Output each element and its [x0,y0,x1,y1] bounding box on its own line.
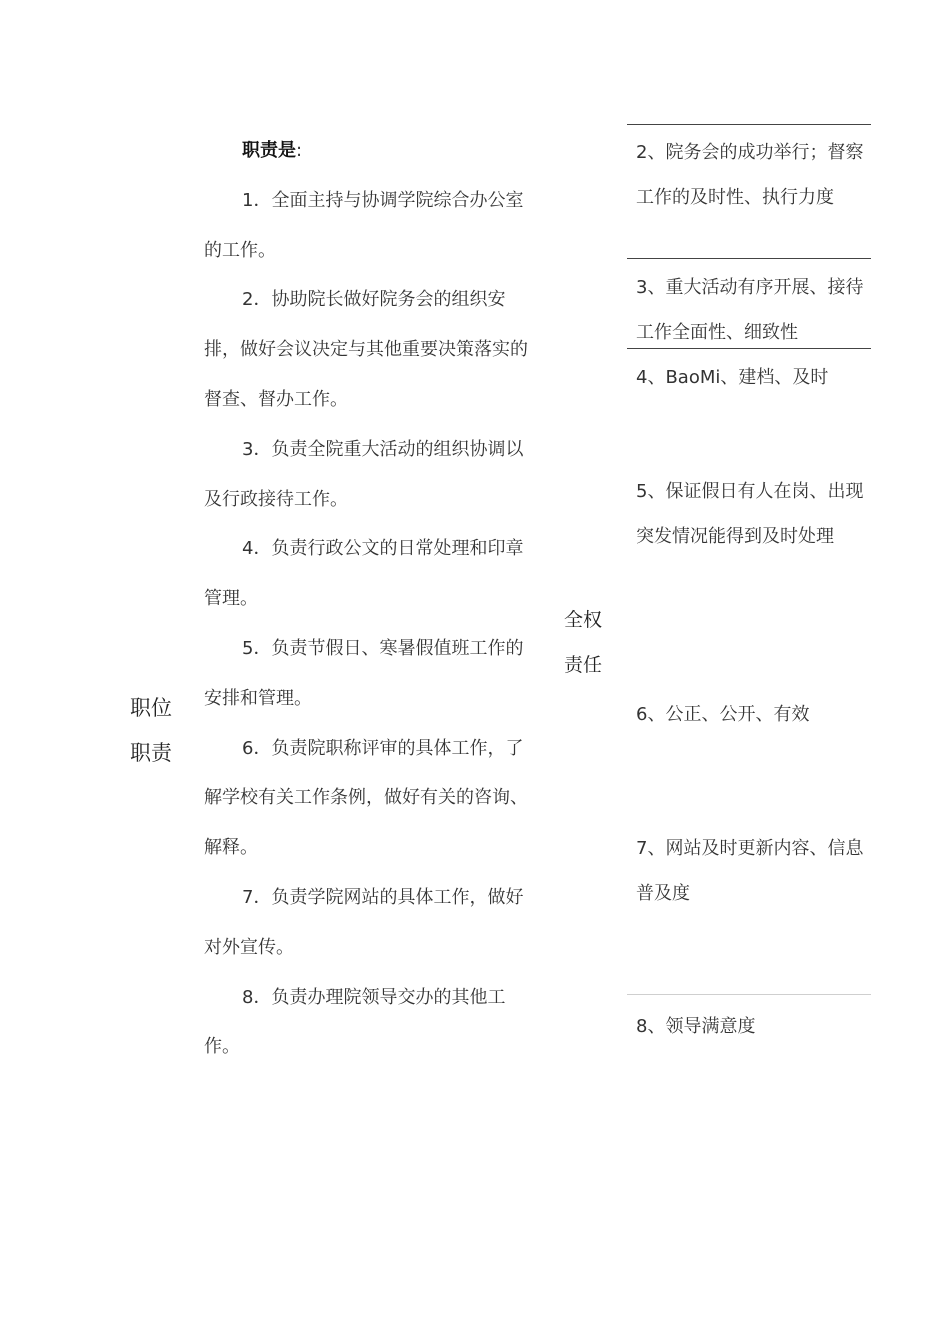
duty-item: 1．全面主持与协调学院综合办公室的工作。 [204,189,524,261]
criteria-item: 6、公正、公开、有效 [636,704,810,725]
label-line: 全权 [564,609,603,631]
duty-item: 5．负责节假日、寒暑假值班工作的安排和管理。 [204,637,524,709]
criteria-item: 5、保证假日有人在岗、出现突发情况能得到及时处理 [636,481,864,547]
duty-item: 7．负责学院网站的具体工作，做好对外宣传。 [204,886,524,958]
duty-item: 8．负责办理院领导交办的其他工作。 [204,986,506,1058]
duties-heading-colon: : [296,140,303,161]
authority-label [564,598,602,688]
label-line: 职位 [130,696,172,720]
criteria-item: 2、院务会的成功举行；督察工作的及时性、执行力度 [636,142,864,208]
duty-item: 3．负责全院重大活动的组织协调以及行政接待工作。 [204,438,524,510]
criteria-item: 3、重大活动有序开展、接待工作全面性、细致性 [636,277,864,343]
criteria-item: 7、网站及时更新内容、信息普及度 [636,838,864,904]
duties-list [204,126,536,1072]
criteria-item: 8、领导满意度 [636,1016,756,1037]
table-rule [627,258,871,259]
table-rule [627,994,871,995]
label-line: 责任 [564,654,603,676]
duty-item: 2．协助院长做好院务会的组织安排，做好会议决定与其他重要决策落实的督查、督办工作。 [204,289,528,410]
position-duty-label [130,686,172,776]
criteria-item: 4、BaoMi、建档、及时 [636,367,829,388]
duties-heading-bold: 职责是 [242,140,296,161]
duty-item: 4．负责行政公文的日常处理和印章管理。 [204,538,524,610]
label-line: 职责 [130,741,172,765]
table-rule [627,124,871,125]
duties-heading [204,126,536,176]
duty-item: 6．负责院职称评审的具体工作，了解学校有关工作条例，做好有关的咨询、解释。 [204,737,528,859]
